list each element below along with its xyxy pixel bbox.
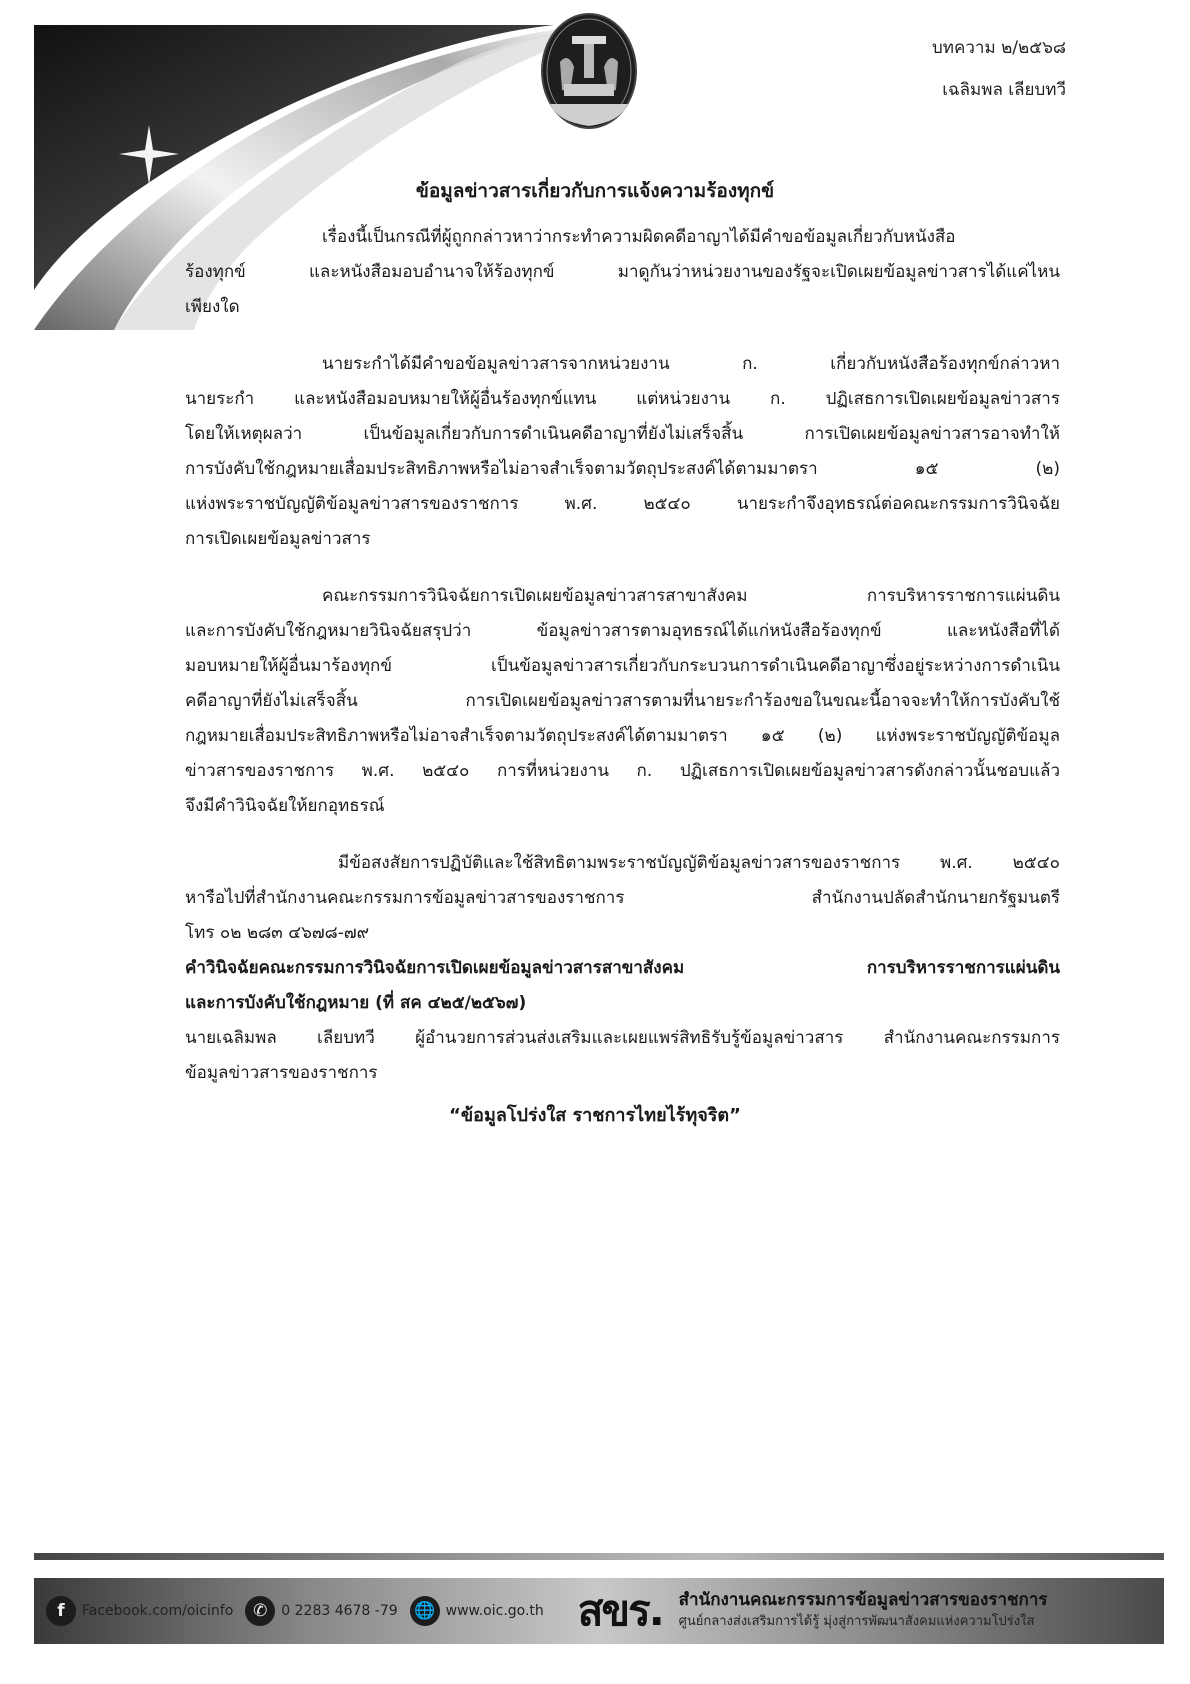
text-line: และการบังคับใช้กฎหมาย (ที่ สค ๔๒๕/๒๕๖๗) bbox=[185, 993, 527, 1013]
paragraph-2 bbox=[185, 347, 1060, 557]
contact-phone: โทร ๐๒ ๒๘๓ ๔๖๗๘-๗๙ bbox=[185, 923, 370, 943]
text-line: คดีอาญาที่ยังไม่เสร็จสิ้น การเปิดเผยข้อมูลข่าวสารตามที่นายระกำร้องขอในขณะนี้อาจจะทำให้การบังคับใช้ bbox=[185, 691, 1060, 711]
text-line: ร้องทุกข์ และหนังสือมอบอำนาจให้ร้องทุกข์ มาดูกันว่าหน่วยงานของรัฐจะเปิดเผยข้อมูลข่าวสารได้แค่ไหน bbox=[185, 262, 1060, 282]
footer-banner bbox=[34, 1578, 1164, 1644]
text-line: โดยให้เหตุผลว่า เป็นข้อมูลเกี่ยวกับการดำเนินคดีอาญาที่ยังไม่เสร็จสิ้น การเปิดเผยข้อมูลข่าวสารอาจทำให้ bbox=[185, 424, 1060, 444]
author-name: เฉลิมพล เลียบทวี bbox=[942, 80, 1066, 100]
text-line: การบังคับใช้กฎหมายเสื่อมประสิทธิภาพหรือไม่อาจสำเร็จตามวัตถุประสงค์ได้ตามมาตรา ๑๕ (๒) bbox=[185, 459, 1060, 479]
text-line: มอบหมายให้ผู้อื่นมาร้องทุกข์ เป็นข้อมูลข่าวสารเกี่ยวกับกระบวนการดำเนินคดีอาญาซึ่งอยู่ระหว่างการดำเนิน bbox=[185, 656, 1060, 676]
phone-number: 0 2283 4678 -79 bbox=[281, 1603, 398, 1619]
text-line: ข้อมูลข่าวสารของราชการ bbox=[185, 1063, 378, 1083]
ruling-reference bbox=[185, 951, 1060, 1021]
text-line: ข่าวสารของราชการ พ.ศ. ๒๕๔๐ การที่หน่วยงาน ก. ปฏิเสธการเปิดเผยข้อมูลข่าวสารดังกล่าวนั้นชอบแล้ว bbox=[185, 761, 1060, 781]
text-line: กฎหมายเสื่อมประสิทธิภาพหรือไม่อาจสำเร็จตามวัตถุประสงค์ได้ตามมาตรา ๑๕ (๒) แห่งพระราชบัญญัติข้อมูล bbox=[185, 726, 1060, 746]
text-line: และการบังคับใช้กฎหมายวินิจฉัยสรุปว่า ข้อมูลข่าวสารตามอุทธรณ์ได้แก่หนังสือร้องทุกข์ และหนังสือที่ได้ bbox=[185, 621, 1060, 641]
website-link[interactable]: www.oic.go.th bbox=[445, 1603, 544, 1619]
document-title: ข้อมูลข่าวสารเกี่ยวกับการแจ้งความร้องทุกข์ bbox=[415, 180, 775, 202]
paragraph-1 bbox=[185, 220, 1060, 325]
text-line: การเปิดเผยข้อมูลข่าวสาร bbox=[185, 529, 371, 549]
paragraph-4 bbox=[185, 846, 1060, 951]
document-body bbox=[185, 220, 1060, 1091]
globe-icon: 🌐 bbox=[410, 1596, 440, 1626]
text-line: นายระกำได้มีคำขอข้อมูลข่าวสารจากหน่วยงาน ก. เกี่ยวกับหนังสือร้องทุกข์กล่าวหา bbox=[322, 354, 1060, 374]
oic-logo: สขร. bbox=[577, 1586, 663, 1635]
slogan: “ข้อมูลโปร่งใส ราชการไทยไร้ทุจริต” bbox=[449, 1105, 741, 1126]
text-line: แห่งพระราชบัญญัติข้อมูลข่าวสารของราชการ พ.ศ. ๒๕๔๐ นายระกำจึงอุทธรณ์ต่อคณะกรรมการวินิจฉัย bbox=[185, 494, 1060, 514]
footer-divider bbox=[34, 1553, 1164, 1560]
text-line: มีข้อสงสัยการปฏิบัติและใช้สิทธิตามพระราชบัญญัติข้อมูลข่าวสารของราชการ พ.ศ. ๒๕๔๐ bbox=[338, 853, 1060, 873]
text-line: จึงมีคำวินิจฉัยให้ยกอุทธรณ์ bbox=[185, 796, 385, 816]
text-line: นายระกำ และหนังสือมอบหมายให้ผู้อื่นร้องทุกข์แทน แต่หน่วยงาน ก. ปฏิเสธการเปิดเผยข้อมูลข่าวสาร bbox=[185, 389, 1060, 409]
facebook-link[interactable]: Facebook.com/oicinfo bbox=[82, 1603, 234, 1619]
text-line: หารือไปที่สำนักงานคณะกรรมการข้อมูลข่าวสารของราชการ สำนักงานปลัดสำนักนายกรัฐมนตรี bbox=[185, 888, 1060, 908]
organization-name: สำนักงานคณะกรรมการข้อมูลข่าวสารของราชการ bbox=[678, 1590, 1048, 1610]
facebook-icon: f bbox=[46, 1596, 76, 1626]
phone-icon: ✆ bbox=[245, 1596, 275, 1626]
text-line: เรื่องนี้เป็นกรณีที่ผู้ถูกกล่าวหาว่ากระทำความผิดคดีอาญาได้มีคำขอข้อมูลเกี่ยวกับหนังสือ bbox=[322, 227, 956, 247]
author-credit bbox=[185, 1021, 1060, 1091]
text-line: เพียงใด bbox=[185, 297, 240, 317]
organization-tagline: ศูนย์กลางส่งเสริมการได้รู้ มุ่งสู่การพัฒนาสังคมแห่งความโปร่งใส bbox=[678, 1614, 1035, 1629]
article-number: บทความ ๒/๒๕๖๘ bbox=[932, 38, 1066, 58]
oic-emblem-logo bbox=[540, 12, 638, 130]
text-line: คำวินิจฉัยคณะกรรมการวินิจฉัยการเปิดเผยข้อมูลข่าวสารสาขาสังคม การบริหารราชการแผ่นดิน bbox=[185, 958, 1060, 978]
text-line: นายเฉลิมพล เลียบทวี ผู้อำนวยการส่วนส่งเสริมและเผยแพร่สิทธิรับรู้ข้อมูลข่าวสาร สำนักงานคณะกรรมการ bbox=[185, 1028, 1060, 1048]
paragraph-3 bbox=[185, 579, 1060, 824]
text-line: คณะกรรมการวินิจฉัยการเปิดเผยข้อมูลข่าวสารสาขาสังคม การบริหารราชการแผ่นดิน bbox=[322, 586, 1060, 606]
organization-info bbox=[679, 1589, 1048, 1633]
